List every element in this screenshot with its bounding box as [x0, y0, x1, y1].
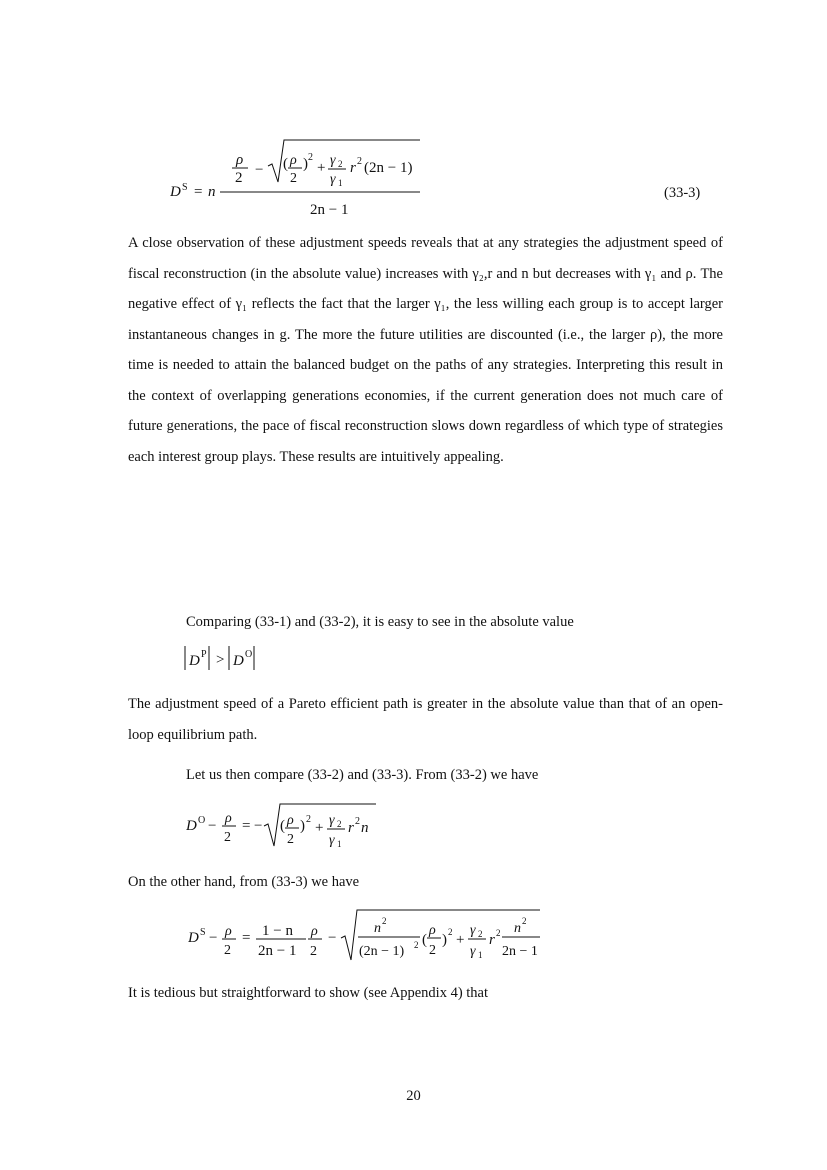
- eqs-eq: =: [242, 930, 251, 946]
- eq-rho-2: ρ: [290, 153, 297, 168]
- eqo-neg: −: [254, 818, 263, 834]
- ineq-d2: D: [233, 653, 244, 669]
- eqs-n-sq: 2: [382, 916, 387, 926]
- eqs-r-sq: 2: [496, 928, 501, 938]
- eqo-eq: =: [242, 818, 251, 834]
- eqo-r-sq: 2: [355, 816, 360, 827]
- svg-text:(: (: [422, 932, 427, 948]
- eq-two-2: 2: [290, 171, 297, 186]
- ineq-sup-p: P: [201, 649, 207, 660]
- equation-33-3: [170, 138, 470, 218]
- eqo-gamma2: γ: [329, 813, 335, 828]
- eq-gamma1-sub: 1: [338, 178, 343, 188]
- eqo-two-in: 2: [287, 832, 294, 847]
- paragraph-pareto: The adjustment speed of a Pareto efficient path is greater in the absolute value than that of an open-loop equilibrium path.: [128, 696, 723, 743]
- eq-denominator: 2n − 1: [310, 202, 349, 218]
- eq-lparen: (: [283, 156, 288, 172]
- eqs-n3: n: [514, 921, 521, 936]
- eq-minus-1: −: [255, 162, 264, 178]
- eqo-n: n: [361, 820, 369, 836]
- eqs-d: D: [188, 930, 199, 946]
- svg-text:(: (: [280, 818, 285, 834]
- eq-two-1: 2: [235, 170, 243, 186]
- eq-rho-1: ρ: [236, 152, 244, 168]
- eqs-gamma1-sub: 1: [478, 950, 483, 960]
- eq-equals: =: [194, 184, 203, 200]
- eq-r: r: [350, 160, 356, 176]
- eqo-rho: ρ: [225, 811, 232, 826]
- svg-text:): ): [300, 818, 305, 834]
- eq-sq-2: 2: [357, 156, 362, 167]
- eqs-frac3-den: 2n − 1: [502, 944, 538, 959]
- eqs-frac-den: 2n − 1: [258, 943, 297, 959]
- eqs-two-2: 2: [310, 944, 317, 959]
- eqs-n-num: n: [374, 921, 381, 936]
- eqs-rho-3: ρ: [429, 923, 436, 938]
- eqo-rho-in: ρ: [287, 813, 294, 828]
- eqs-minus: −: [209, 930, 218, 946]
- eq-coef-n: n: [208, 184, 216, 200]
- eq-factor: (2n − 1): [364, 160, 413, 176]
- inequality: [182, 642, 302, 676]
- eqs-plus: +: [456, 932, 465, 948]
- eq-gamma2: γ: [330, 153, 336, 168]
- equation-open-loop: [186, 798, 416, 852]
- eqo-d: D: [186, 818, 197, 834]
- eqs-n3-sq: 2: [522, 916, 527, 926]
- eqs-gamma1: γ: [470, 944, 476, 959]
- eqs-paren-sq: 2: [448, 927, 453, 937]
- eqs-den-sq-exp: 2: [414, 940, 419, 950]
- eqo-sup: O: [198, 815, 206, 826]
- eq-plus: +: [317, 160, 326, 176]
- paragraph-tedious: It is tedious but straightforward to show (see Appendix 4) that: [128, 985, 489, 1001]
- ineq-gt: >: [216, 652, 225, 668]
- paragraph-other-hand: On the other hand, from (33-3) we have: [128, 874, 360, 890]
- eqs-two: 2: [224, 943, 231, 958]
- eqs-den-sq: (2n − 1): [359, 944, 405, 959]
- eq-lhs-sup: S: [182, 182, 188, 193]
- eq-lhs: D: [170, 184, 181, 200]
- eqs-r: r: [489, 932, 495, 948]
- svg-text:): ): [442, 932, 447, 948]
- paragraph-comparing: Comparing (33-1) and (33-2), it is easy to see in the absolute value: [186, 614, 574, 630]
- paragraph-compare: Let us then compare (33-2) and (33-3). From (33-2) we have: [186, 767, 539, 783]
- eqs-rho: ρ: [225, 924, 232, 939]
- eq-gamma2-sub: 2: [338, 159, 343, 169]
- page-number: 20: [406, 1088, 421, 1104]
- eqo-plus: +: [315, 820, 324, 836]
- eqs-two-3: 2: [429, 943, 436, 958]
- eqs-minus-2: −: [328, 930, 337, 946]
- eq-gamma1: γ: [330, 172, 336, 187]
- eqo-minus: −: [208, 818, 217, 834]
- ineq-sup-o: O: [245, 649, 253, 660]
- eqo-gamma1: γ: [329, 833, 335, 848]
- eqs-gamma2-sub: 2: [478, 929, 483, 939]
- eqs-sup: S: [200, 927, 206, 938]
- eqs-gamma2: γ: [470, 923, 476, 938]
- eqo-gamma1-sub: 1: [337, 839, 342, 849]
- paragraph-observation: A close observation of these adjustment speeds reveals that at any strategies the adjustment speed of fiscal reconstruction (in the absolute value) increases with γ₂,r and n but decreases with γ₁ and ρ. The negative effect of γ₁ reflects the fact that the larger γ₁, the less willing each group is to accept larger instantaneous changes in g. The more the future utilities are discounted (i.e., the larger ρ), the more time is needed to attain the balanced budget on the paths of any strategies. Interpreting this result in the context of overlapping generations economies, if the current generation does not much care of future generations, the pace of fiscal reconstruction slows down regardless of which type of strategies each interest group plays. These results are intuitively appealing.: [128, 235, 723, 465]
- equation-number: (33-3): [664, 185, 701, 201]
- eq-sq-1: 2: [308, 152, 313, 163]
- eqo-sq: 2: [306, 814, 311, 825]
- equation-s: [188, 904, 548, 964]
- eqo-two: 2: [224, 830, 231, 845]
- eqs-frac-num: 1 − n: [262, 923, 293, 939]
- eqo-gamma2-sub: 2: [337, 819, 342, 829]
- ineq-d1: D: [189, 653, 200, 669]
- eq-rparen: ): [303, 156, 308, 172]
- eqs-rho-2: ρ: [311, 924, 318, 939]
- eqo-r: r: [348, 820, 354, 836]
